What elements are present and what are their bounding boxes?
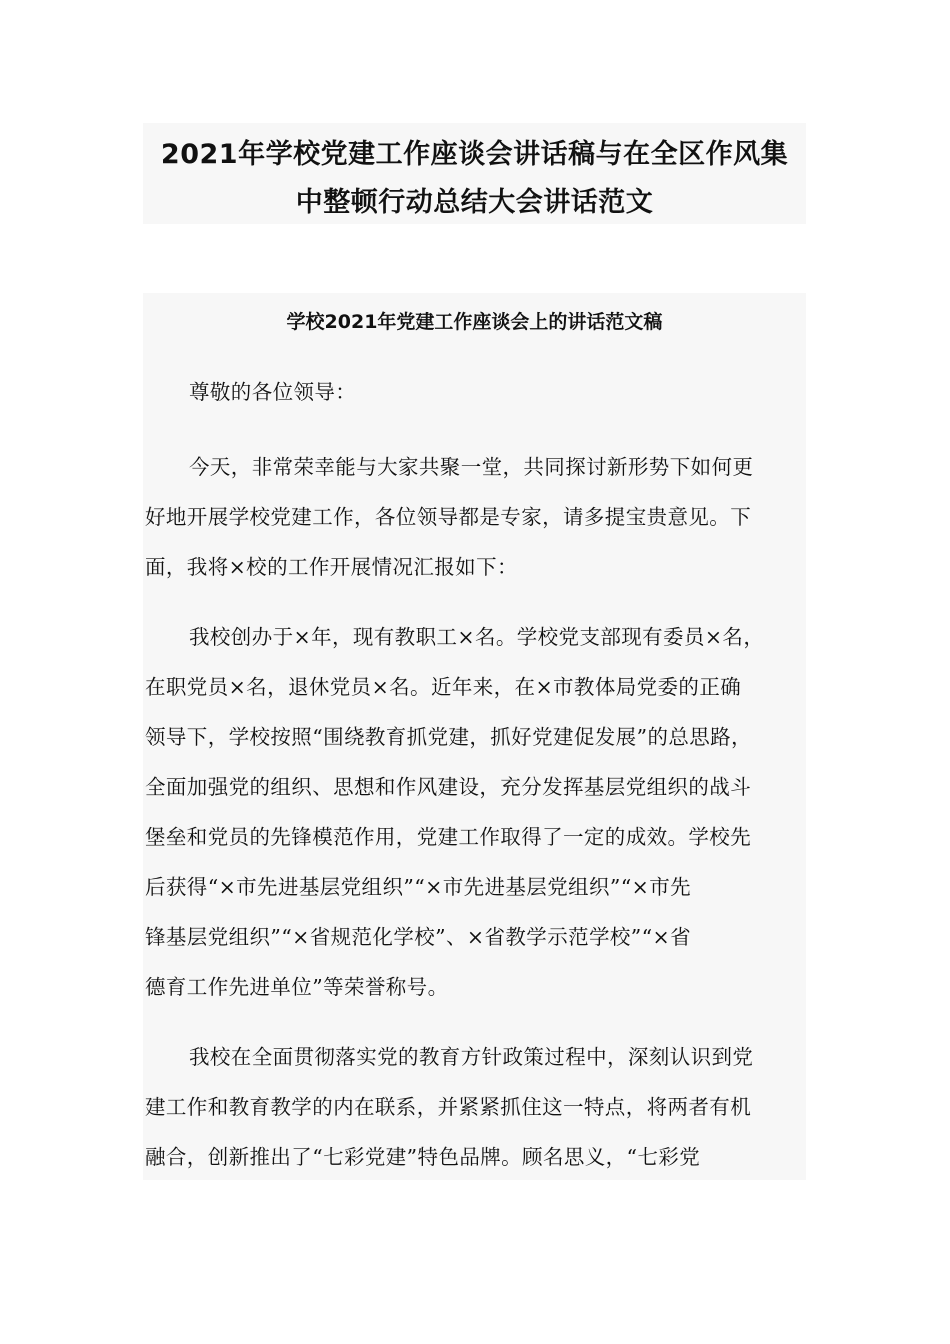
paragraph-2-line-1: 我校创办于×年，现有教职工×名。学校党支部现有委员×名， — [189, 625, 765, 649]
paragraph-3-line-2: 建工作和教育教学的内在联系，并紧紧抓住这一特点，将两者有机 — [145, 1095, 752, 1119]
section-subtitle: 学校2021年党建工作座谈会上的讲话范文稿 — [286, 311, 663, 333]
paragraph-3-line-1: 我校在全面贯彻落实党的教育方针政策过程中，深刻认识到党 — [189, 1045, 754, 1069]
paragraph-2-line-6: 后获得“×市先进基层党组织”“×市先进基层党组织”“×市先 — [145, 875, 692, 899]
paragraph-1-line-1: 今天，非常荣幸能与大家共聚一堂，共同探讨新形势下如何更 — [189, 455, 754, 479]
paragraph-2-line-4: 全面加强党的组织、思想和作风建设，充分发挥基层党组织的战斗 — [145, 775, 752, 799]
document-title-line-2: 中整顿行动总结大会讲话范文 — [295, 187, 654, 218]
document-body — [143, 293, 806, 1180]
paragraph-1-line-3: 面，我将×校的工作开展情况汇报如下： — [145, 555, 518, 579]
paragraph-2-line-2: 在职党员×名，退休党员×名。近年来，在×市教体局党委的正确 — [145, 675, 742, 699]
paragraph-2-line-8: 德育工作先进单位”等荣誉称号。 — [145, 975, 449, 999]
document-title-block — [143, 123, 806, 224]
paragraph-2-line-3: 领导下，学校按照“围绕教育抓党建，抓好党建促发展”的总思路， — [145, 725, 752, 749]
paragraph-2-line-5: 堡垒和党员的先锋模范作用，党建工作取得了一定的成效。学校先 — [145, 825, 752, 849]
paragraph-2-line-7: 锋基层党组织”“×省规范化学校”、×省教学示范学校”“×省 — [145, 925, 692, 949]
document-title-line-1: 2021年学校党建工作座谈会讲话稿与在全区作风集 — [160, 139, 789, 170]
paragraph-3-line-3: 融合，创新推出了“七彩党建”特色品牌。顾名思义，“七彩党 — [145, 1145, 701, 1169]
greeting: 尊敬的各位领导： — [189, 380, 357, 404]
paragraph-1-line-2: 好地开展学校党建工作，各位领导都是专家，请多提宝贵意见。下 — [145, 505, 752, 529]
